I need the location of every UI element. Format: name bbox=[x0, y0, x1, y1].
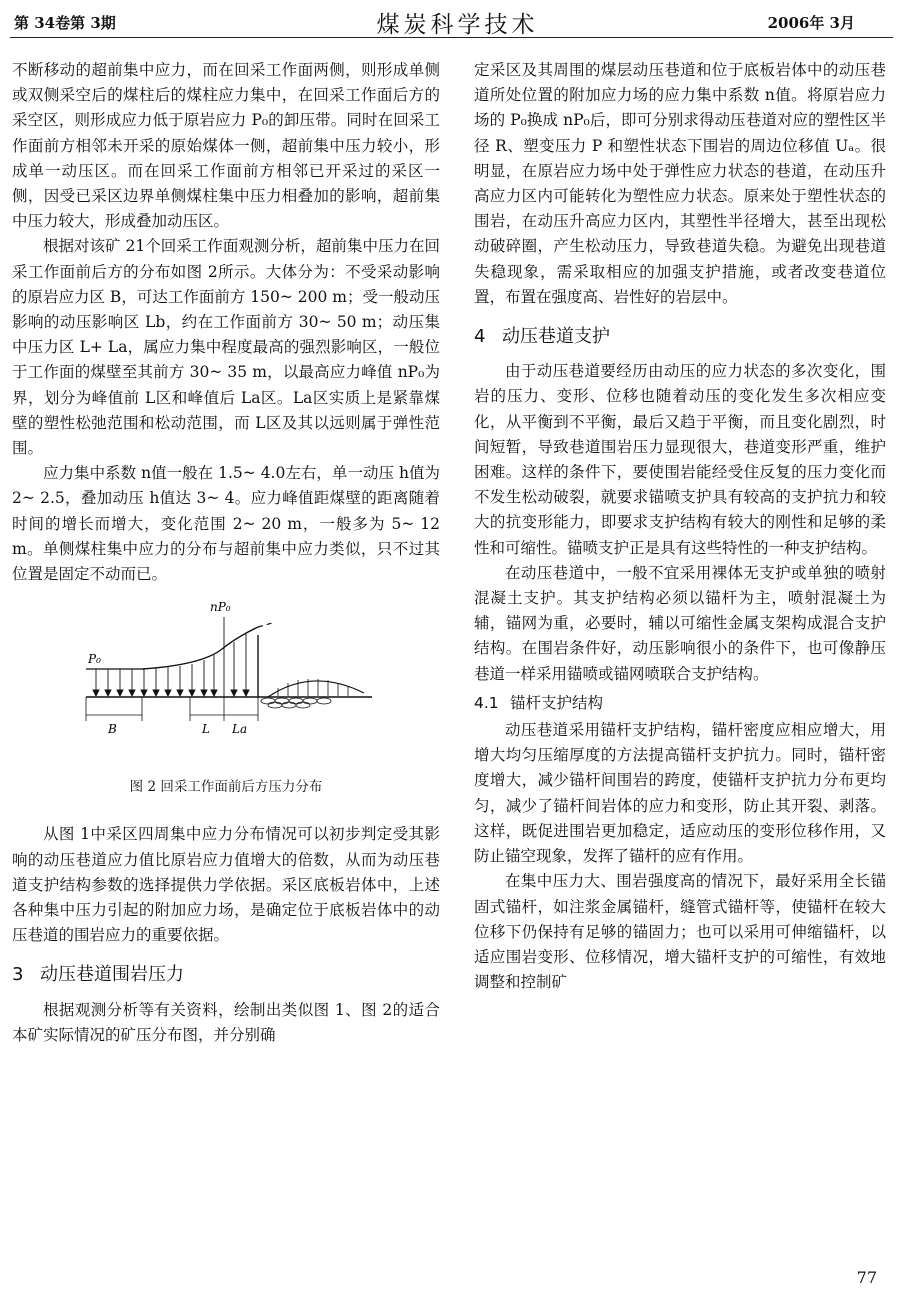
left-column bbox=[12, 58, 440, 1048]
page-header bbox=[0, 0, 915, 40]
subsection-heading bbox=[474, 691, 886, 716]
section-title: 动压巷道围岩压力 bbox=[40, 964, 184, 986]
label-la: La bbox=[232, 722, 248, 737]
section-heading bbox=[474, 324, 886, 349]
label-peak: nP₀ bbox=[210, 600, 231, 615]
journal-issue: 第 34卷第 3期 bbox=[14, 14, 116, 32]
paragraph: 由于动压巷道要经历由动压的应力状态的多次变化，围岩的压力、变形、位移也随着动压的变化发生多次相应变化，从平衡到不平衡，最后又趋于平衡，而且变化剧烈，时间短暂，导致巷道围岩压力显现很大，巷道变形严重，维护困难。这样的条件下，要使围岩能经受住反复的压力变化而不发生松动破裂，就要求锚喷支护具有较高的支护抗力和较大的抗变形能力，即要求支护结构有较大的刚性和足够的柔性和可缩性。锚喷支护正是具有这些特性的一种支护结构。 bbox=[474, 362, 886, 557]
paragraph: 在动压巷道中，一般不宜采用裸体无支护或单独的喷射混凝土支护。其支护结构必须以锚杆为主，喷射混凝土为辅，锚网为重，必要时，辅以可缩性金属支架构成混合支护结构。在围岩条件好，动压影响很小的条件下，也可像静压巷道一样采用锚喷或锚网喷联合支护结构。 bbox=[474, 563, 886, 683]
label-b: B bbox=[108, 722, 117, 737]
section-number: 3 bbox=[12, 964, 24, 986]
issue-date: 2006年 3月 bbox=[767, 14, 855, 32]
section-heading bbox=[12, 962, 440, 987]
header-rule bbox=[10, 37, 893, 38]
subsection-title: 锚杆支护结构 bbox=[510, 693, 604, 712]
pressure-distribution-diagram bbox=[72, 597, 392, 767]
paragraph: 不断移动的超前集中应力，而在回采工作面两侧，则形成单侧或双侧采空后的煤柱后的煤柱应力集中，在回采工作面后方的采空区，则形成应力低于原岩应力 P₀的卸压带。同时在回采工作面前方相邻未开采的原始煤体一侧，超前集中压力较小，形成单一动压区。而在回采工作面前方相邻已开采过的采区一侧，因受已采区边界单侧煤柱集中压力相叠加的影响，超前集中压力较大，形成叠加动压区。 bbox=[12, 61, 440, 231]
label-l: L bbox=[202, 722, 210, 737]
paragraph: 应力集中系数 n值一般在 1.5~ 4.0左右，单一动压 h值为 2~ 2.5，叠加动压 h值达 3~ 4。应力峰值距煤壁的距离随着时间的增长而增大，变化范围 2~ 20 m，一般多为 5~ 12 m。单侧煤柱集中应力的分布与超前集中应力类似，只不过其位置是固定不动而已。 bbox=[12, 464, 440, 584]
right-column bbox=[474, 58, 886, 995]
section-number: 4 bbox=[474, 326, 486, 348]
journal-title: 煤炭科学技术 bbox=[376, 12, 539, 38]
page-number: 77 bbox=[856, 1268, 877, 1287]
paragraph: 根据观测分析等有关资料，绘制出类似图 1、图 2的适合本矿实际情况的矿压分布图，并分别确 bbox=[12, 1000, 440, 1044]
figure-2 bbox=[12, 597, 440, 767]
figure-caption: 图 2 回采工作面前后方压力分布 bbox=[129, 779, 323, 796]
paragraph: 定采区及其周围的煤层动压巷道和位于底板岩体中的动压巷道所处位置的附加应力场的应力集中系数 n值。将原岩应力场的 P₀换成 nP₀后，即可分别求得动压巷道对应的塑性区半径 R、塑变压力 P 和塑性状态下围岩的周边位移值 Uₐ。很明显，在原岩应力场中处于弹性应力状态的巷道，在动压升高应力区内可能转化为塑性应力状态。原来处于塑性状态的围岩，在动压升高应力区内，其塑性半径增大，甚至出现松动破碎圈，产生松动压力，导致巷道失稳。为避免出现巷道失稳现象，需采取相应的加强支护措施，或者改变巷道位置，布置在强度高、岩性好的岩层中。 bbox=[474, 61, 886, 306]
paragraph: 动压巷道采用锚杆支护结构，锚杆密度应相应增大，用增大均匀压缩厚度的方法提高锚杆支护抗力。同时，锚杆密度增大，减少锚杆间围岩的跨度，使锚杆支护抗力分布更均匀，减少了锚杆间岩体的应力和变形，防止其开裂、剥落。这样，既促进围岩更加稳定，适应动压的变形位移作用，又防止锚空现象，发挥了锚杆的应有作用。 bbox=[474, 721, 886, 866]
subsection-number: 4.1 bbox=[474, 693, 499, 712]
paragraph: 从图 1中采区四周集中应力分布情况可以初步判定受其影响的动压巷道应力值比原岩应力值增大的倍数，从而为动压巷道支护结构参数的选择提供力学依据。采区底板岩体中，上述各种集中压力引起的附加应力场，是确定位于底板岩体中的动压巷道的围岩应力的重要依据。 bbox=[12, 825, 440, 945]
paragraph: 在集中压力大、围岩强度高的情况下，最好采用全长锚固式锚杆，如注浆金属锚杆，缝管式锚杆等，使锚杆在较大位移下仍保持有足够的锚固力；也可以采用可伸缩锚杆，以适应围岩变形、位移情况，增大锚杆支护的可缩性，有效地调整和控制矿 bbox=[474, 872, 886, 992]
paragraph: 根据对该矿 21个回采工作面观测分析，超前集中压力在回采工作面前后方的分布如图 2所示。大体分为：不受采动影响的原岩应力区 B，可达工作面前方 150~ 200 m；受一般动压影响的动压影响区 Lb，约在工作面前方 30~ 50 m；动压集中压力区 L+ La，属应力集中程度最高的强烈影响区，一般位于工作面的煤壁至其前方 30~ 35 m，以最高应力峰值 nP₀为界，划分为峰值前 L区和峰值后 La区。La区实质上是紧靠煤壁的塑性松弛范围和松动范围，而 L区及其以远则属于弹性范围。 bbox=[12, 237, 440, 458]
section-title: 动压巷道支护 bbox=[502, 326, 610, 348]
label-p0: P₀ bbox=[88, 652, 101, 667]
